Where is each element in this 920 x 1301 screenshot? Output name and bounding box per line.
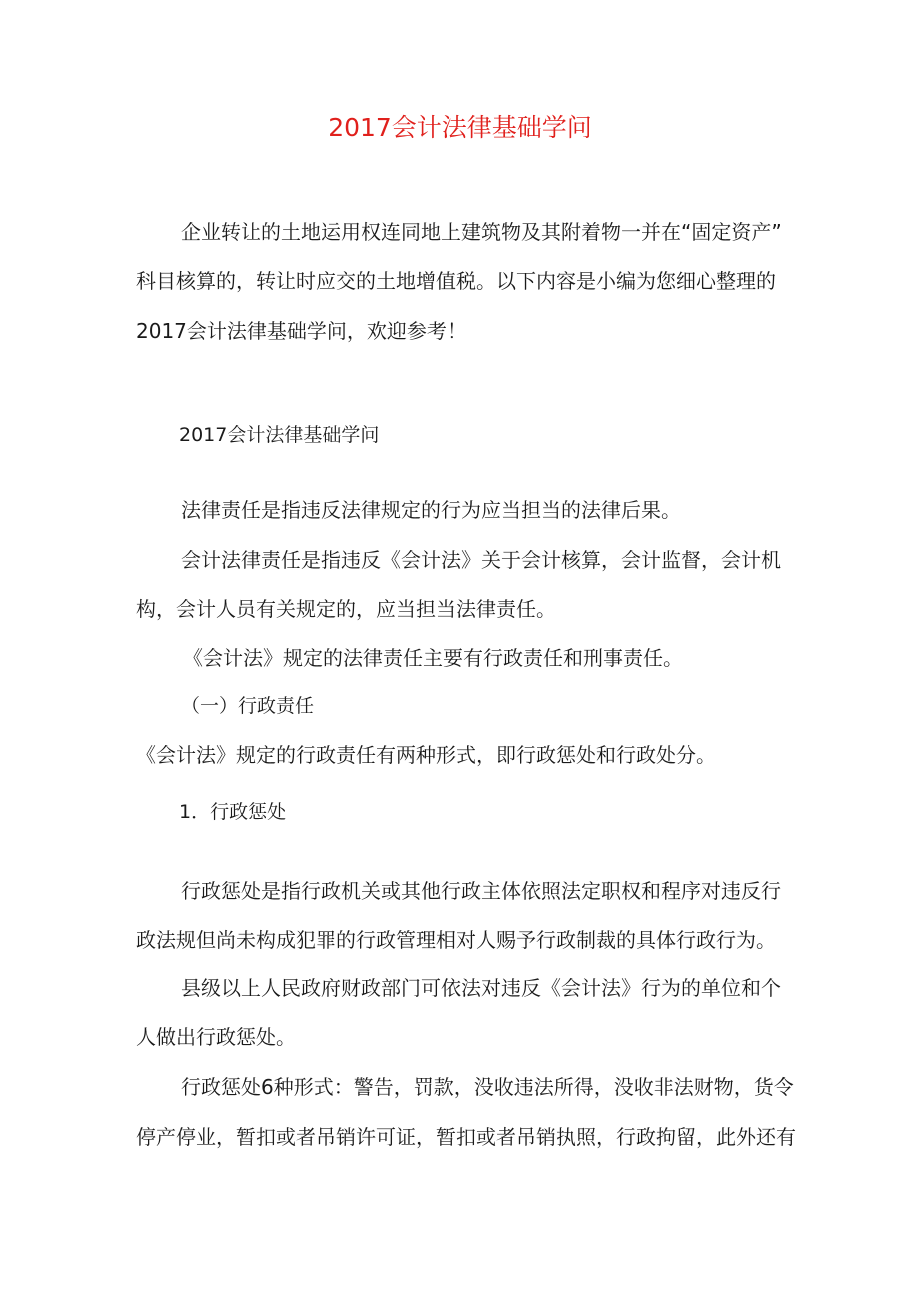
paragraph-line: 县级以上人民政府财政部门可依法对违反《会计法》行为的单位和个 [181,976,781,1000]
section-subtitle: 2017会计法律基础学问 [179,424,380,446]
paragraph-line: 构，会计人员有关规定的，应当担当法律责任。 [136,597,556,621]
paragraph-line: 人做出行政惩处。 [136,1025,296,1049]
section-heading: （一）行政责任 [181,695,315,717]
paragraph-line: 行政惩处6种形式：警告，罚款，没收违法所得，没收非法财物，货令 [181,1075,794,1099]
paragraph-line: 停产停业，暂扣或者吊销许可证，暂扣或者吊销执照，行政拘留，此外还有 [136,1125,796,1149]
paragraph-line: 行政惩处是指行政机关或其他行政主体依照法定职权和程序对违反行 [181,879,781,903]
document-title: 2017会计法律基础学问 [328,113,592,142]
paragraph-line: 会计法律责任是指违反《会计法》关于会计核算，会计监督，会计机 [181,548,781,572]
paragraph-line: 《会计法》规定的行政责任有两种形式，即行政惩处和行政处分。 [136,743,716,767]
paragraph-line: 法律责任是指违反法律规定的行为应当担当的法律后果。 [181,498,681,522]
subsection-heading: 1．行政惩处 [179,801,287,823]
paragraph-line: 《会计法》规定的法律责任主要有行政责任和刑事责任。 [183,646,683,670]
intro-line: 2017会计法律基础学问，欢迎参考！ [136,319,467,343]
intro-line: 企业转让的土地运用权连同地上建筑物及其附着物一并在“固定资产” [181,220,782,244]
intro-line: 科目核算的，转让时应交的土地增值税。以下内容是小编为您细心整理的 [136,269,776,293]
paragraph-line: 政法规但尚未构成犯罪的行政管理相对人赐予行政制裁的具体行政行为。 [136,928,776,952]
